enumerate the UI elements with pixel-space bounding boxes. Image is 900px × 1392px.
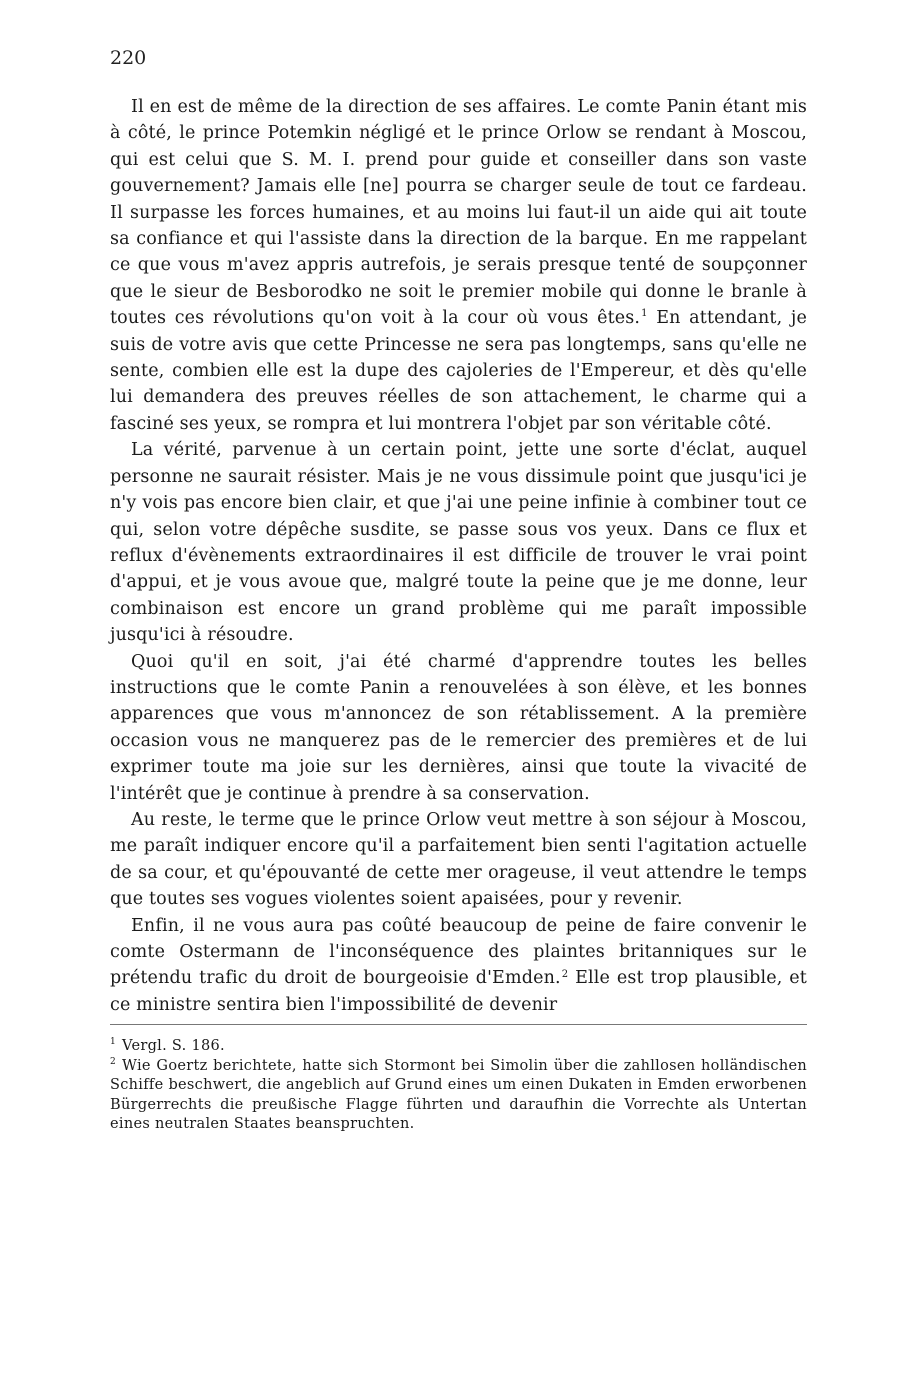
paragraph	[110, 94, 807, 437]
footnote-text: Wie Goertz berichtete, hatte sich Stormont bei Simolin über die zahllosen holländischen Schiffe beschwert, die angeblich auf Grund eines um einen Dukaten in Emden erworbenen Bürgerrechts die preußische Flagge führten und daraufhin die Vorrechte als Untertan eines neutralen Staates beanspruchten.	[110, 1057, 807, 1133]
paragraph	[110, 913, 807, 1019]
footnote-marker: 2	[110, 1056, 117, 1067]
footnote-reference[interactable]: 2	[561, 968, 569, 980]
paragraph-text: Il en est de même de la direction de ses affaires. Le comte Panin étant mis à côté, le prince Potemkin négligé et le prince Orlow se rendant à Moscou, qui est celui que S. M. I. prend pour guide et conseiller dans son vaste gouvernement? Jamais elle [ne] pourra se charger seule de tout ce fardeau. Il surpasse les forces humaines, et au moins lui faut-il un aide qui ait toute sa confiance et qui l'assiste dans la direction de la barque. En me rappelant ce que vous m'avez appris autrefois, je serais presque tenté de soupçonner que le sieur de Besborodko ne soit le premier mobile qui donne le branle à toutes ces révolutions qu'on voit à la cour où vous êtes.	[110, 97, 807, 329]
paragraph: Au reste, le terme que le prince Orlow veut mettre à son séjour à Moscou, me paraît indiquer encore qu'il a parfaitement bien senti l'agitation actuelle de sa cour, et qu'épouvanté de cette mer orageuse, il veut attendre le temps que toutes ses vogues violentes soient apaisées, pour y revenir.	[110, 809, 807, 910]
body-text	[110, 94, 807, 1018]
document-page	[110, 44, 807, 1135]
footnote-reference[interactable]: 1	[641, 308, 648, 320]
footnote	[110, 1037, 807, 1057]
paragraph-text: Enfin, il ne vous aura pas coûté beaucoup de peine de faire convenir le comte Ostermann de l'inconséquence des plaintes britanniques sur le prétendu trafic du droit de bourgeoisie d'Emden.	[110, 915, 807, 989]
paragraph-text: Elle est trop plausible, et ce ministre sentira bien l'impossibilité de devenir	[110, 968, 807, 1015]
page-number: 220	[110, 47, 147, 69]
footnote	[110, 1057, 807, 1135]
footnote-marker: 1	[110, 1037, 117, 1048]
footnote-divider	[110, 1024, 807, 1025]
paragraph-text: En attendant, je suis de votre avis que cette Princesse ne sera pas longtemps, sans qu'elle ne sente, combien elle est la dupe des cajoleries de l'Empereur, et dès qu'elle lui demandera des preuves réelles de son attachement, le charme qui a fasciné ses yeux, se rompra et lui montrera l'objet par son véritable côté.	[110, 308, 807, 434]
paragraph: La vérité, parvenue à un certain point, jette une sorte d'éclat, auquel personne ne saurait résister. Mais je ne vous dissimule point que jusqu'ici je n'y vois pas encore bien clair, et que j'ai une peine infinie à combiner tout ce qui, selon votre dépêche susdite, se passe sous vos yeux. Dans ce flux et reflux d'évènements extraordinaires il est difficile de trouver le vrai point d'appui, et je vous avoue que, malgré toute la peine que je me donne, leur combinaison est encore un grand problème qui me paraît impossible jusqu'ici à résoudre.	[110, 440, 807, 646]
paragraph: Quoi qu'il en soit, j'ai été charmé d'apprendre toutes les belles instructions que le comte Panin a renouvelées à son élève, et les bonnes apparences que vous m'annoncez de son rétablissement. A la première occasion vous ne manquerez pas de le remercier des premières et de lui exprimer toute ma joie sur les dernières, ainsi que toute la vivacité de l'intérêt que je continue à prendre à sa conservation.	[110, 651, 807, 804]
footnotes	[110, 1037, 807, 1135]
footnote-text: Vergl. S. 186.	[122, 1038, 225, 1055]
